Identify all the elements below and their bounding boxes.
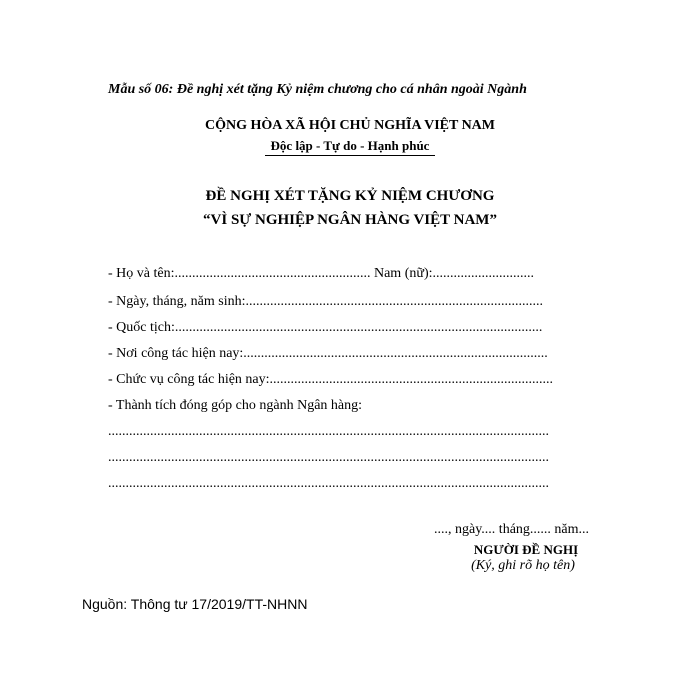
signature-date: ...., ngày.... tháng...... năm... bbox=[434, 522, 590, 537]
field-position: - Chức vụ công tác hiện nay:................................................................................. bbox=[108, 372, 554, 387]
national-motto: Độc lập - Tự do - Hạnh phúc bbox=[265, 138, 436, 156]
field-nationality: - Quốc tịch:......................................................................................................... bbox=[108, 320, 543, 335]
signature-note: (Ký, ghi rõ họ tên) bbox=[471, 558, 575, 573]
field-achievements-label: - Thành tích đóng góp cho ngành Ngân hàng: bbox=[108, 398, 363, 413]
signer-label: NGƯỜI ĐỀ NGHỊ bbox=[473, 542, 579, 557]
field-date-of-birth: - Ngày, tháng, năm sinh:..................................................................................... bbox=[108, 294, 544, 309]
form-number: Mẫu số 06: Đề nghị xét tặng Kỷ niệm chương cho cá nhân ngoài Ngành bbox=[108, 82, 527, 97]
achievements-dot-line: .............................................................................................................................. bbox=[108, 450, 549, 465]
achievements-dot-line: .............................................................................................................................. bbox=[108, 424, 549, 439]
document-title: ĐỀ NGHỊ XÉT TẶNG KỶ NIỆM CHƯƠNG bbox=[205, 188, 495, 204]
achievements-dot-line: .............................................................................................................................. bbox=[108, 476, 549, 491]
national-title: CỘNG HÒA XÃ HỘI CHỦ NGHĨA VIỆT NAM bbox=[204, 118, 495, 133]
field-name-gender: - Họ và tên:........................................................ Nam (nữ):............................. bbox=[108, 266, 534, 281]
motto-wrapper bbox=[0, 137, 700, 156]
source-citation: Nguồn: Thông tư 17/2019/TT-NHNN bbox=[82, 596, 308, 612]
document-subtitle: “VÌ SỰ NGHIỆP NGÂN HÀNG VIỆT NAM” bbox=[203, 212, 497, 228]
field-workplace: - Nơi công tác hiện nay:....................................................................................... bbox=[108, 346, 548, 361]
